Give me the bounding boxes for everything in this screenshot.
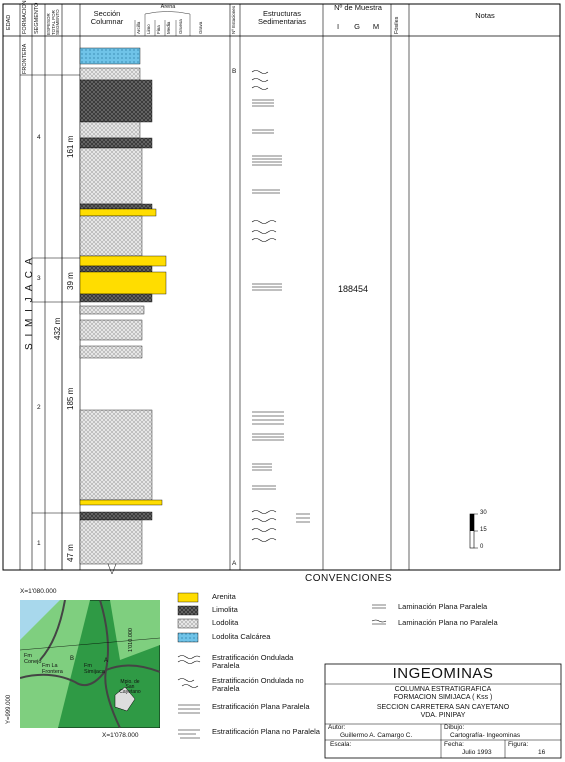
grain-arcilla: Arcilla <box>136 21 141 34</box>
espesor-header: ESPESOR TOTAL POR SEGMENTO <box>46 9 60 35</box>
scale-label-15: 15 <box>480 527 487 533</box>
title-line-1: COLUMNA ESTRATIGRAFICA <box>394 686 492 693</box>
sample-number: 188454 <box>338 284 369 294</box>
estaciones-header: Nº Estaciones <box>231 5 236 34</box>
thickness-185: 185 m <box>66 387 75 410</box>
frontera-label: FRONTERA <box>22 43 28 74</box>
estructuras-header: Estructuras Sedimentarias <box>258 9 306 27</box>
grain-grava: Grava <box>198 21 203 34</box>
grain-limo: Limo <box>146 24 151 34</box>
arena-header: Arena <box>160 4 176 10</box>
segment-3: 3 <box>37 275 41 282</box>
scale-label-30: 30 <box>480 510 487 516</box>
legend-plana-paralela: Estratificación Plana Paralela <box>212 702 310 711</box>
station-b: B <box>232 68 237 75</box>
legend-arenita: Arenita <box>212 592 236 601</box>
map-x-bottom: X=1'078.000 <box>102 732 139 739</box>
segment-4: 4 <box>37 134 41 141</box>
map-label-frontera: Fm La Frontera <box>42 663 63 675</box>
map-label-mpio: Mpio. de San Cayetano <box>119 679 141 695</box>
thickness-47: 47 m <box>66 544 75 562</box>
simijaca-label: S I M I J A C A <box>24 256 35 350</box>
map-label-simijaca: Fm Simijaca <box>84 663 105 675</box>
autor-value: Guillermo A. Camargo C. <box>340 732 413 739</box>
legend-lodolita-calcarea: Lodolita Calcárea <box>212 632 271 641</box>
escala-label: Escala: <box>330 741 352 748</box>
figura-label: Figura: <box>508 741 529 748</box>
thickness-39: 39 m <box>66 272 75 290</box>
map-label-b: B <box>70 656 75 662</box>
legend-laminacion-paralela: Laminación Plana Paralela <box>398 602 488 611</box>
legend-lodolita: Lodolita <box>212 618 239 627</box>
formacion-header: FORMACION <box>22 0 28 34</box>
grain-media: Media <box>166 21 171 34</box>
muestra-sub-i: I <box>336 22 340 31</box>
edad-header: EDAD <box>6 14 12 30</box>
autor-label: Autor: <box>328 724 346 731</box>
title-line-4: VDA. PINIPAY <box>420 712 466 719</box>
station-a: A <box>232 560 237 567</box>
figura-value: 16 <box>538 749 546 756</box>
dibujo-value: Cartografía- Ingeominas <box>450 732 521 739</box>
map-label-conejo: Fm Conejo <box>24 653 42 665</box>
map-y-right: 1'010.000 <box>128 628 134 652</box>
notas-header: Notas <box>475 11 495 20</box>
legend-limolita: Limolita <box>212 605 238 614</box>
title-line-3: SECCION CARRETERA SAN CAYETANO <box>376 704 510 711</box>
thickness-161: 161 m <box>66 135 75 158</box>
muestra-sub-g: G <box>354 22 360 31</box>
map-x-top: X=1'080.000 <box>20 588 57 595</box>
org-title: INGEOMINAS <box>392 665 494 682</box>
seccion-header: Sección Columnar <box>90 9 124 27</box>
thickness-432: 432 m <box>53 317 62 340</box>
fecha-value: Julio 1993 <box>462 749 492 756</box>
muestra-sub-m: M <box>372 22 380 31</box>
muestra-header: Nº de Muestra <box>334 3 382 12</box>
segmento-header: SEGMENTO <box>34 2 40 34</box>
segment-2: 2 <box>37 404 41 411</box>
legend-ondulada-paralela: Estratificación Ondulada Paralela <box>212 653 294 670</box>
title-line-2: FORMACION SIMIJACA ( Kss ) <box>393 694 493 701</box>
legend-plana-no-paralela: Estratificación Plana no Paralela <box>212 727 320 736</box>
legend-title: CONVENCIONES <box>305 573 393 584</box>
fosiles-header: Fósiles <box>394 16 400 34</box>
segment-1: 1 <box>37 540 41 547</box>
legend-laminacion-no-paralela: Laminación Plana no Paralela <box>398 618 498 627</box>
legend-ondulada-no-paralela: Estratificación Ondulada no Paralela <box>212 676 304 693</box>
dibujo-label: Dibujo: <box>444 724 465 731</box>
grain-fina: Fina <box>156 25 161 34</box>
fecha-label: Fecha: <box>444 741 464 748</box>
map-label-a: A <box>104 658 109 664</box>
grain-gruesa: Gruesa <box>178 19 183 34</box>
scale-label-0: 0 <box>480 544 484 550</box>
map-y-left: Y=999.000 <box>6 694 12 724</box>
